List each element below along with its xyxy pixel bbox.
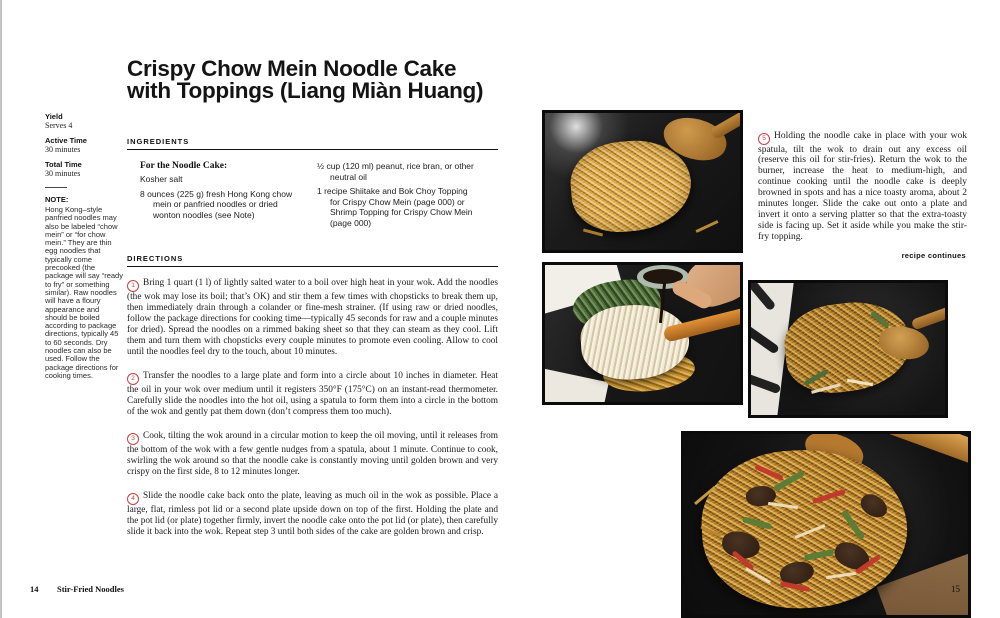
step-number-badge: 5: [758, 133, 770, 145]
direction-step-3: [127, 431, 498, 478]
ingredients-list: [127, 150, 498, 232]
note-divider: [45, 187, 67, 188]
recipe-meta-sidebar: [45, 112, 123, 380]
note-text: Hong Kong–style panfried noodles may also be labeled “chow mein” or “for chow mein.” They are thin egg noodles that typically come precooked (the package will say “ready to fry” or something similar). Raw noodles will have a floury appearance and should be boiled according to package directions, typically 45 to 60 seconds. Dry noodles can also be used. Follow the package directions for cooking times.: [45, 205, 123, 380]
directions-header: DIRECTIONS: [127, 254, 498, 267]
recipe-main-column: [127, 137, 498, 551]
stray-noodle: [695, 220, 718, 233]
stray-noodle: [583, 228, 603, 236]
ingredients-header: INGREDIENTS: [127, 137, 498, 150]
recipe-continues-note: recipe continues: [901, 251, 966, 260]
page-number-left: 14: [30, 584, 39, 594]
ingredient-item: 1 recipe Shiitake and Bok Choy Topping for Crispy Chow Mein (page 000) or Shrimp Topping for Crispy Chow Mein (page 000): [317, 186, 473, 228]
page-number-right: 15: [951, 584, 960, 594]
yield-value: Serves 4: [45, 121, 73, 130]
ingredients-column-1: [140, 161, 300, 232]
ingredient-item: ½ cup (120 ml) peanut, rice bran, or other neutral oil: [317, 161, 474, 182]
directions-steps: [127, 267, 498, 538]
step-text: Holding the noodle cake in place with your wok spatula, tilt the wok to drain out any excess oil (reserve this oil for stir-fries). Return the wok to the burner, increase the heat to medium-high, and continue cooking until the noodle cake is deeply browned in spots and has a nice toasty aroma, about 2 minutes longer. Slide the cake out onto a plate and invert it onto a serving platter so that the extra-toasty side is facing up. Set it aside while you make the stir-fry topping.: [758, 130, 967, 242]
total-time-label: Total Time: [45, 160, 82, 169]
direction-step-4: [127, 491, 498, 538]
step-number-badge: 1: [127, 280, 139, 292]
active-time-label: Active Time: [45, 136, 87, 145]
direction-step-5: [758, 131, 967, 243]
active-time-value: 30 minutes: [45, 145, 81, 154]
total-time-value: 30 minutes: [45, 169, 81, 178]
ingredients-subhead: For the Noodle Cake:: [140, 161, 228, 171]
ingredients-column-2: [317, 161, 477, 232]
spoon-handle: [911, 302, 948, 330]
direction-step-1: [127, 278, 498, 358]
step-number-badge: 2: [127, 373, 139, 385]
step-number-badge: 4: [127, 493, 139, 505]
step-number-badge: 3: [127, 433, 139, 445]
photo-stir-frying-noodles: [748, 280, 948, 418]
ingredient-item: 8 ounces (225 g) fresh Hong Kong chow mein or panfried noodles or dried wonton noodles (see Note): [140, 188, 293, 220]
step-text: Cook, tilting the wok around in a circular motion to keep the oil moving, until it releases from the bottom of the wok with a few gentle nudges from a spatula, about 1 minute. Continue to cook, swirling the wok around so that the noodle cake is constantly moving until golden brown and very crispy on the first side, 8 to 12 minutes longer.: [127, 431, 498, 477]
step-text: Bring 1 quart (1 l) of lightly salted water to a boil over high heat in your wok. Add the noodles (the wok may lose its boil; that’s OK) and stir them a few times with chopsticks to break them up, then immediately drain through a colander or fine-mesh strainer. (If using raw or dried noodles, follow the package directions for cooking time—typically 45 seconds for raw and a couple minutes for dried). Spread the noodles on a rimmed baking sheet so that they can steam as they cool. Lift them and turn them with chopsticks every couple minutes to promote even cooling. Allow to cool until the noodles feel dry to the touch, about 10 minutes.: [127, 278, 498, 357]
ingredient-item: Kosher salt: [140, 174, 183, 184]
yield-label: Yield: [45, 112, 63, 121]
photo-adding-vegetables-and-sauce: [542, 262, 743, 405]
chapter-title: Stir-Fried Noodles: [57, 584, 124, 594]
page-edge-line: [0, 0, 2, 618]
photo-finished-dish: [681, 431, 971, 618]
note-label: NOTE:: [45, 195, 69, 204]
direction-step-2: [127, 371, 498, 418]
recipe-title: Crispy Chow Mein Noodle Cake with Toppings (Liang Miàn Huang): [127, 56, 484, 103]
spatula-handle: [663, 306, 743, 342]
step-text: Transfer the noodles to a large plate and form into a circle about 10 inches in diameter. Heat the oil in your wok over medium until it registers 350°F (175°C) on an instant-read thermometer. Carefully slide the noodles into the hot oil, using a spatula to form them into a circle in the bottom of the wok and gently pat them down (don’t compress them too much).: [127, 371, 498, 417]
photo-crispy-noodle-cake-in-wok: [542, 110, 743, 253]
step-text: Slide the noodle cake back onto the plate, leaving as much oil in the wok as possible. Place a large, flat, rimless pot lid or a second plate upside down on top of the first. Holding the plate and the pot lid (or plate) together firmly, invert the noodle cake onto the pot lid (or plate), then carefully slide it back into the wok. Repeat step 3 until both sides of the cake are golden brown and crisp.: [127, 491, 498, 537]
